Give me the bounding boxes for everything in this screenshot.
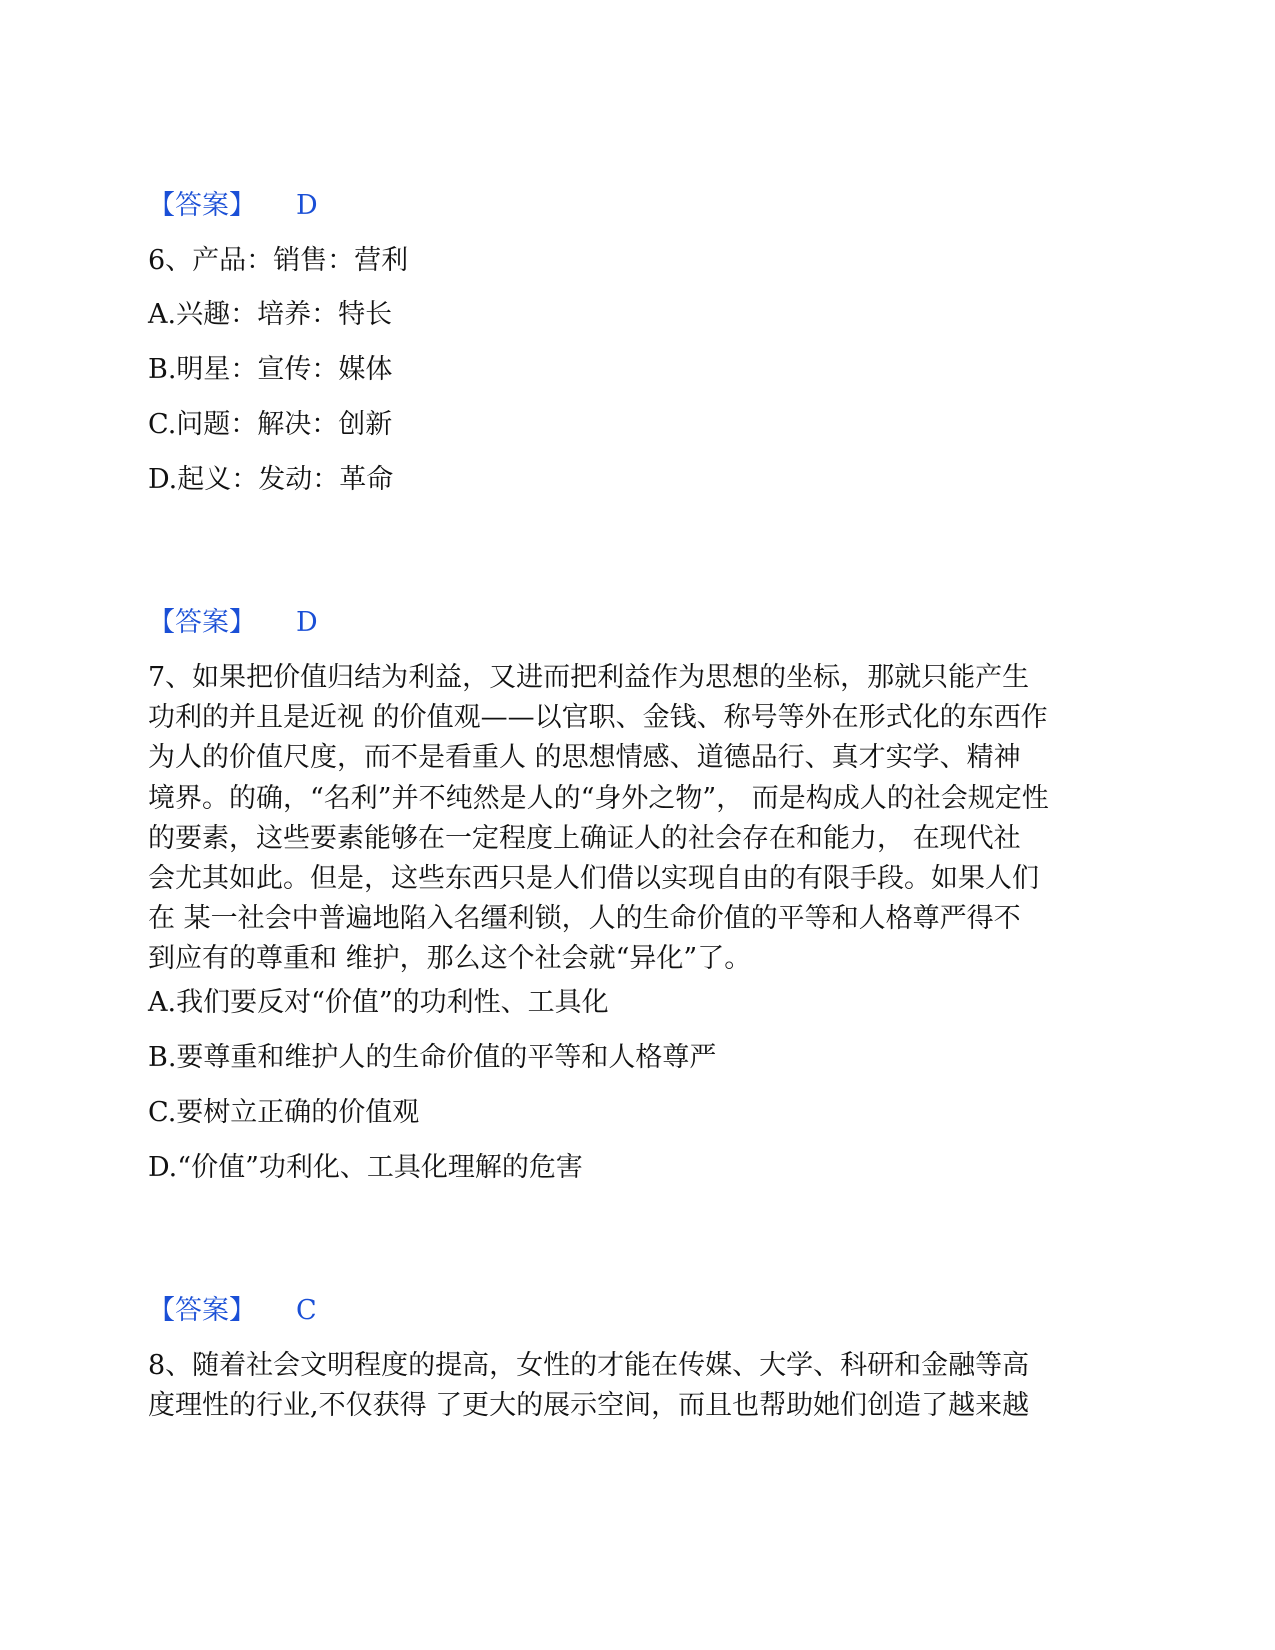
question-7-option-a: A.我们要反对“价值”的功利性、工具化: [148, 987, 609, 1018]
answer-value: C: [296, 1295, 317, 1326]
answer-label: 【答案】: [148, 190, 256, 221]
answer-line-q7: [148, 1293, 317, 1329]
question-7-option-d: D.“价值”功利化、工具化理解的危害: [148, 1152, 583, 1183]
question-7-stem-line: 会尤其如此。但是，这些东西只是人们借以实现自由的有限手段。如果人们: [148, 863, 1039, 895]
question-7-stem-line: 的要素，这些要素能够在一定程度上确证人的社会存在和能力， 在现代社: [148, 822, 1021, 854]
question-7-option-c: C.要树立正确的价值观: [148, 1097, 420, 1128]
answer-line-q6: [148, 605, 318, 641]
question-7-stem-line: 7、如果把价值归结为利益，又进而把利益作为思想的坐标，那就只能产生: [148, 662, 1030, 693]
question-7-option-b: B.要尊重和维护人的生命价值的平等和人格尊严: [148, 1042, 717, 1073]
answer-line-q5: [148, 188, 318, 224]
question-7-stem-line: 境界。的确，“名利”并不纯然是人的“身外之物”， 而是构成人的社会规定性: [148, 782, 1049, 814]
question-8-stem-line: 8、随着社会文明程度的提高，女性的才能在传媒、大学、科研和金融等高: [148, 1350, 1030, 1381]
answer-value: D: [296, 607, 318, 638]
question-7-stem-line: 功利的并且是近视 的价值观——以官职、金钱、称号等外在形式化的东西作: [148, 702, 1048, 734]
question-6-option-a: A.兴趣：培养：特长: [148, 299, 393, 330]
answer-label: 【答案】: [148, 607, 256, 638]
question-7-stem-line: 为人的价值尺度，而不是看重人 的思想情感、道德品行、真才实学、精神: [148, 742, 1021, 774]
question-6-stem: 6、产品：销售：营利: [148, 245, 409, 276]
question-7-stem-line: 到应有的尊重和 维护，那么这个社会就“异化”了。: [148, 943, 752, 975]
question-8-stem: [148, 1346, 1108, 1426]
question-8-stem-line: 度理性的行业,不仅获得 了更大的展示空间，而且也帮助她们创造了越来越: [148, 1390, 1030, 1422]
question-7-stem-line: 在 某一社会中普遍地陷入名缰利锁，人的生命价值的平等和人格尊严得不: [148, 903, 1021, 935]
question-6-option-b: B.明星：宣传：媒体: [148, 354, 393, 385]
question-7-stem: [148, 658, 1108, 980]
question-6-option-d: D.起义：发动：革命: [148, 464, 394, 495]
question-6-option-c: C.问题：解决：创新: [148, 409, 393, 440]
answer-value: D: [296, 190, 318, 221]
answer-label: 【答案】: [148, 1295, 256, 1326]
